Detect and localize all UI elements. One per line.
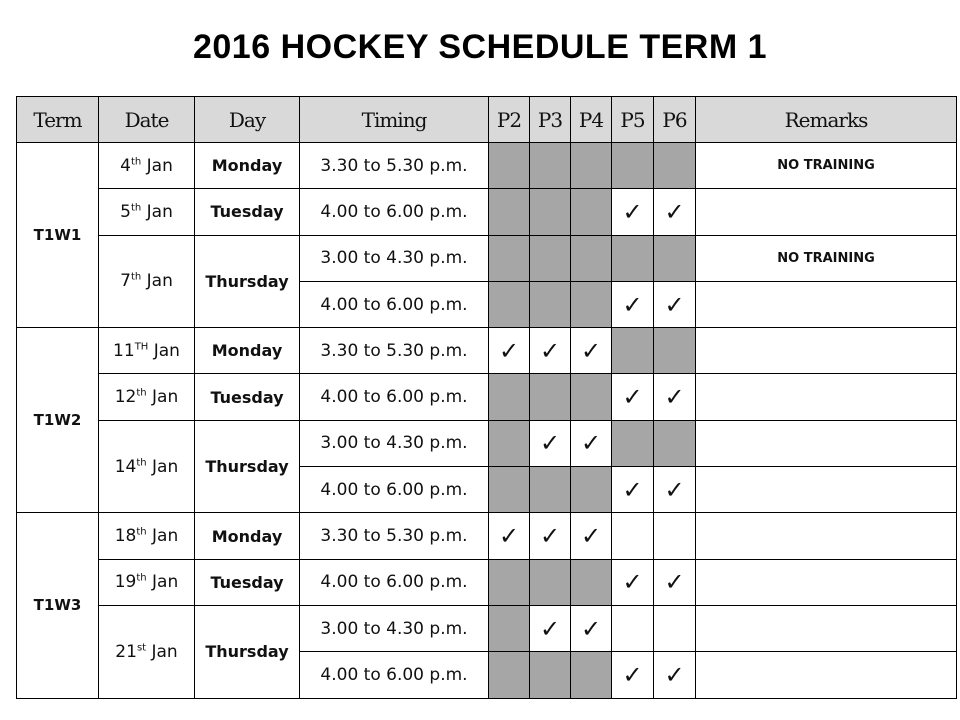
term-cell: T1W3	[17, 513, 99, 698]
remarks-cell: NO TRAINING	[696, 235, 957, 281]
term-cell: T1W1	[17, 143, 99, 328]
period-cell-p3	[530, 281, 571, 327]
date-number: 12	[114, 387, 137, 408]
header-p3: P3	[530, 97, 571, 143]
check-icon: ✓	[539, 429, 561, 458]
header-row	[17, 97, 957, 143]
check-icon: ✓	[664, 475, 685, 504]
period-cell-p3	[530, 420, 571, 466]
timing-cell: 3.00 to 4.30 p.m.	[300, 420, 489, 466]
timing-cell: 3.30 to 5.30 p.m.	[300, 513, 489, 559]
period-cell-p6	[654, 328, 696, 374]
date-suffix: th	[130, 202, 142, 214]
date-month: Jan	[146, 641, 178, 662]
timing-cell: 4.00 to 6.00 p.m.	[300, 652, 489, 698]
date-suffix: st	[136, 642, 147, 654]
check-icon: ✓	[580, 522, 602, 551]
date-number: 21	[115, 641, 137, 662]
check-icon: ✓	[622, 660, 643, 689]
period-cell-p4	[571, 235, 612, 281]
page-title: 2016 HOCKEY SCHEDULE TERM 1	[192, 28, 768, 66]
check-icon: ✓	[498, 522, 520, 551]
period-cell-p6	[654, 281, 696, 327]
date-cell	[99, 605, 195, 698]
period-cell-p3	[530, 559, 571, 605]
period-cell-p5	[612, 467, 654, 513]
timing-cell: 4.00 to 6.00 p.m.	[300, 559, 489, 605]
period-cell-p6	[654, 559, 696, 605]
period-cell-p2	[489, 559, 530, 605]
period-cell-p6	[654, 143, 696, 189]
date-month: Jan	[141, 155, 173, 176]
period-cell-p2	[489, 143, 530, 189]
period-cell-p3	[530, 328, 571, 374]
day-cell: Tuesday	[195, 374, 300, 420]
period-cell-p3	[530, 467, 571, 513]
date-number: 5	[120, 201, 131, 222]
check-icon: ✓	[622, 383, 643, 412]
period-cell-p6	[654, 605, 696, 651]
period-cell-p6	[654, 652, 696, 698]
period-cell-p3	[530, 143, 571, 189]
period-cell-p3	[530, 513, 571, 559]
date-number: 18	[114, 526, 137, 547]
date-month: Jan	[146, 456, 179, 477]
period-cell-p3	[530, 605, 571, 651]
timing-cell: 3.00 to 4.30 p.m.	[300, 235, 489, 281]
period-cell-p2	[489, 420, 530, 466]
date-cell	[99, 143, 195, 189]
period-cell-p6	[654, 420, 696, 466]
table-row	[17, 420, 957, 466]
check-icon: ✓	[580, 336, 602, 365]
timing-cell: 4.00 to 6.00 p.m.	[300, 281, 489, 327]
date-suffix: TH	[134, 341, 149, 353]
period-cell-p4	[571, 513, 612, 559]
date-cell	[99, 374, 195, 420]
date-month: Jan	[146, 387, 179, 408]
table-row	[17, 513, 957, 559]
date-cell	[99, 513, 195, 559]
period-cell-p4	[571, 189, 612, 235]
period-cell-p5	[612, 143, 654, 189]
day-cell: Tuesday	[195, 559, 300, 605]
header-date: Date	[99, 97, 195, 143]
period-cell-p4	[571, 281, 612, 327]
date-number: 11	[113, 340, 135, 361]
period-cell-p4	[571, 143, 612, 189]
header-p6: P6	[654, 97, 696, 143]
date-month: Jan	[148, 340, 180, 361]
date-number: 14	[114, 456, 137, 477]
check-icon: ✓	[498, 336, 520, 365]
date-month: Jan	[146, 572, 179, 593]
header-remarks: Remarks	[696, 97, 957, 143]
period-cell-p2	[489, 605, 530, 651]
table-row	[17, 328, 957, 374]
date-suffix: th	[130, 155, 142, 167]
period-cell-p5	[612, 374, 654, 420]
date-suffix: th	[130, 271, 142, 283]
date-suffix: th	[136, 526, 147, 538]
check-icon: ✓	[539, 522, 561, 551]
period-cell-p2	[489, 328, 530, 374]
check-icon: ✓	[622, 475, 643, 504]
period-cell-p4	[571, 328, 612, 374]
period-cell-p4	[571, 374, 612, 420]
date-number: 19	[114, 572, 137, 593]
check-icon: ✓	[664, 197, 685, 226]
period-cell-p2	[489, 235, 530, 281]
header-timing: Timing	[300, 97, 489, 143]
schedule-table	[16, 96, 957, 699]
table-row	[17, 605, 957, 651]
day-cell: Monday	[195, 513, 300, 559]
period-cell-p6	[654, 189, 696, 235]
period-cell-p6	[654, 235, 696, 281]
period-cell-p6	[654, 467, 696, 513]
period-cell-p5	[612, 513, 654, 559]
period-cell-p5	[612, 420, 654, 466]
header-term: Term	[17, 97, 99, 143]
period-cell-p3	[530, 189, 571, 235]
date-suffix: th	[136, 456, 147, 468]
timing-cell: 3.30 to 5.30 p.m.	[300, 143, 489, 189]
check-icon: ✓	[539, 614, 561, 643]
date-number: 7	[120, 271, 131, 292]
period-cell-p6	[654, 513, 696, 559]
day-cell: Monday	[195, 328, 300, 374]
check-icon: ✓	[664, 660, 685, 689]
header-p2: P2	[489, 97, 530, 143]
period-cell-p2	[489, 189, 530, 235]
date-month: Jan	[146, 526, 179, 547]
date-cell	[99, 189, 195, 235]
period-cell-p2	[489, 467, 530, 513]
remarks-cell: NO TRAINING	[696, 143, 957, 189]
table-row	[17, 143, 957, 189]
check-icon: ✓	[622, 290, 643, 319]
date-month: Jan	[141, 201, 173, 222]
period-cell-p5	[612, 605, 654, 651]
timing-cell: 3.30 to 5.30 p.m.	[300, 328, 489, 374]
period-cell-p4	[571, 559, 612, 605]
remarks-cell	[696, 652, 957, 698]
remarks-cell	[696, 605, 957, 651]
date-suffix: th	[136, 387, 147, 399]
check-icon: ✓	[664, 568, 685, 597]
check-icon: ✓	[622, 197, 643, 226]
period-cell-p4	[571, 605, 612, 651]
period-cell-p3	[530, 235, 571, 281]
check-icon: ✓	[664, 290, 685, 319]
table-row	[17, 374, 957, 420]
header-day: Day	[195, 97, 300, 143]
table-row	[17, 559, 957, 605]
period-cell-p2	[489, 281, 530, 327]
period-cell-p5	[612, 281, 654, 327]
period-cell-p2	[489, 513, 530, 559]
day-cell: Monday	[195, 143, 300, 189]
date-cell	[99, 235, 195, 328]
day-cell: Thursday	[195, 235, 300, 328]
remarks-cell	[696, 328, 957, 374]
table-row	[17, 235, 957, 281]
check-icon: ✓	[664, 383, 685, 412]
date-cell	[99, 420, 195, 513]
header-p4: P4	[571, 97, 612, 143]
period-cell-p2	[489, 374, 530, 420]
period-cell-p3	[530, 374, 571, 420]
period-cell-p4	[571, 467, 612, 513]
table-row	[17, 189, 957, 235]
term-cell: T1W2	[17, 328, 99, 513]
day-cell: Tuesday	[195, 189, 300, 235]
remarks-cell	[696, 467, 957, 513]
period-cell-p3	[530, 652, 571, 698]
day-cell: Thursday	[195, 605, 300, 698]
remarks-cell	[696, 189, 957, 235]
header-p5: P5	[612, 97, 654, 143]
day-cell: Thursday	[195, 420, 300, 513]
timing-cell: 3.00 to 4.30 p.m.	[300, 605, 489, 651]
timing-cell: 4.00 to 6.00 p.m.	[300, 189, 489, 235]
check-icon: ✓	[580, 429, 602, 458]
remarks-cell	[696, 420, 957, 466]
period-cell-p4	[571, 420, 612, 466]
remarks-cell	[696, 374, 957, 420]
date-cell	[99, 328, 195, 374]
date-suffix: th	[136, 572, 147, 584]
period-cell-p5	[612, 235, 654, 281]
check-icon: ✓	[580, 614, 602, 643]
period-cell-p5	[612, 328, 654, 374]
period-cell-p2	[489, 652, 530, 698]
date-number: 4	[120, 155, 131, 176]
period-cell-p6	[654, 374, 696, 420]
remarks-cell	[696, 559, 957, 605]
check-icon: ✓	[622, 568, 643, 597]
date-month: Jan	[141, 271, 173, 292]
check-icon: ✓	[539, 336, 561, 365]
timing-cell: 4.00 to 6.00 p.m.	[300, 374, 489, 420]
period-cell-p5	[612, 559, 654, 605]
remarks-cell	[696, 513, 957, 559]
period-cell-p5	[612, 652, 654, 698]
date-cell	[99, 559, 195, 605]
timing-cell: 4.00 to 6.00 p.m.	[300, 467, 489, 513]
period-cell-p4	[571, 652, 612, 698]
remarks-cell	[696, 281, 957, 327]
period-cell-p5	[612, 189, 654, 235]
